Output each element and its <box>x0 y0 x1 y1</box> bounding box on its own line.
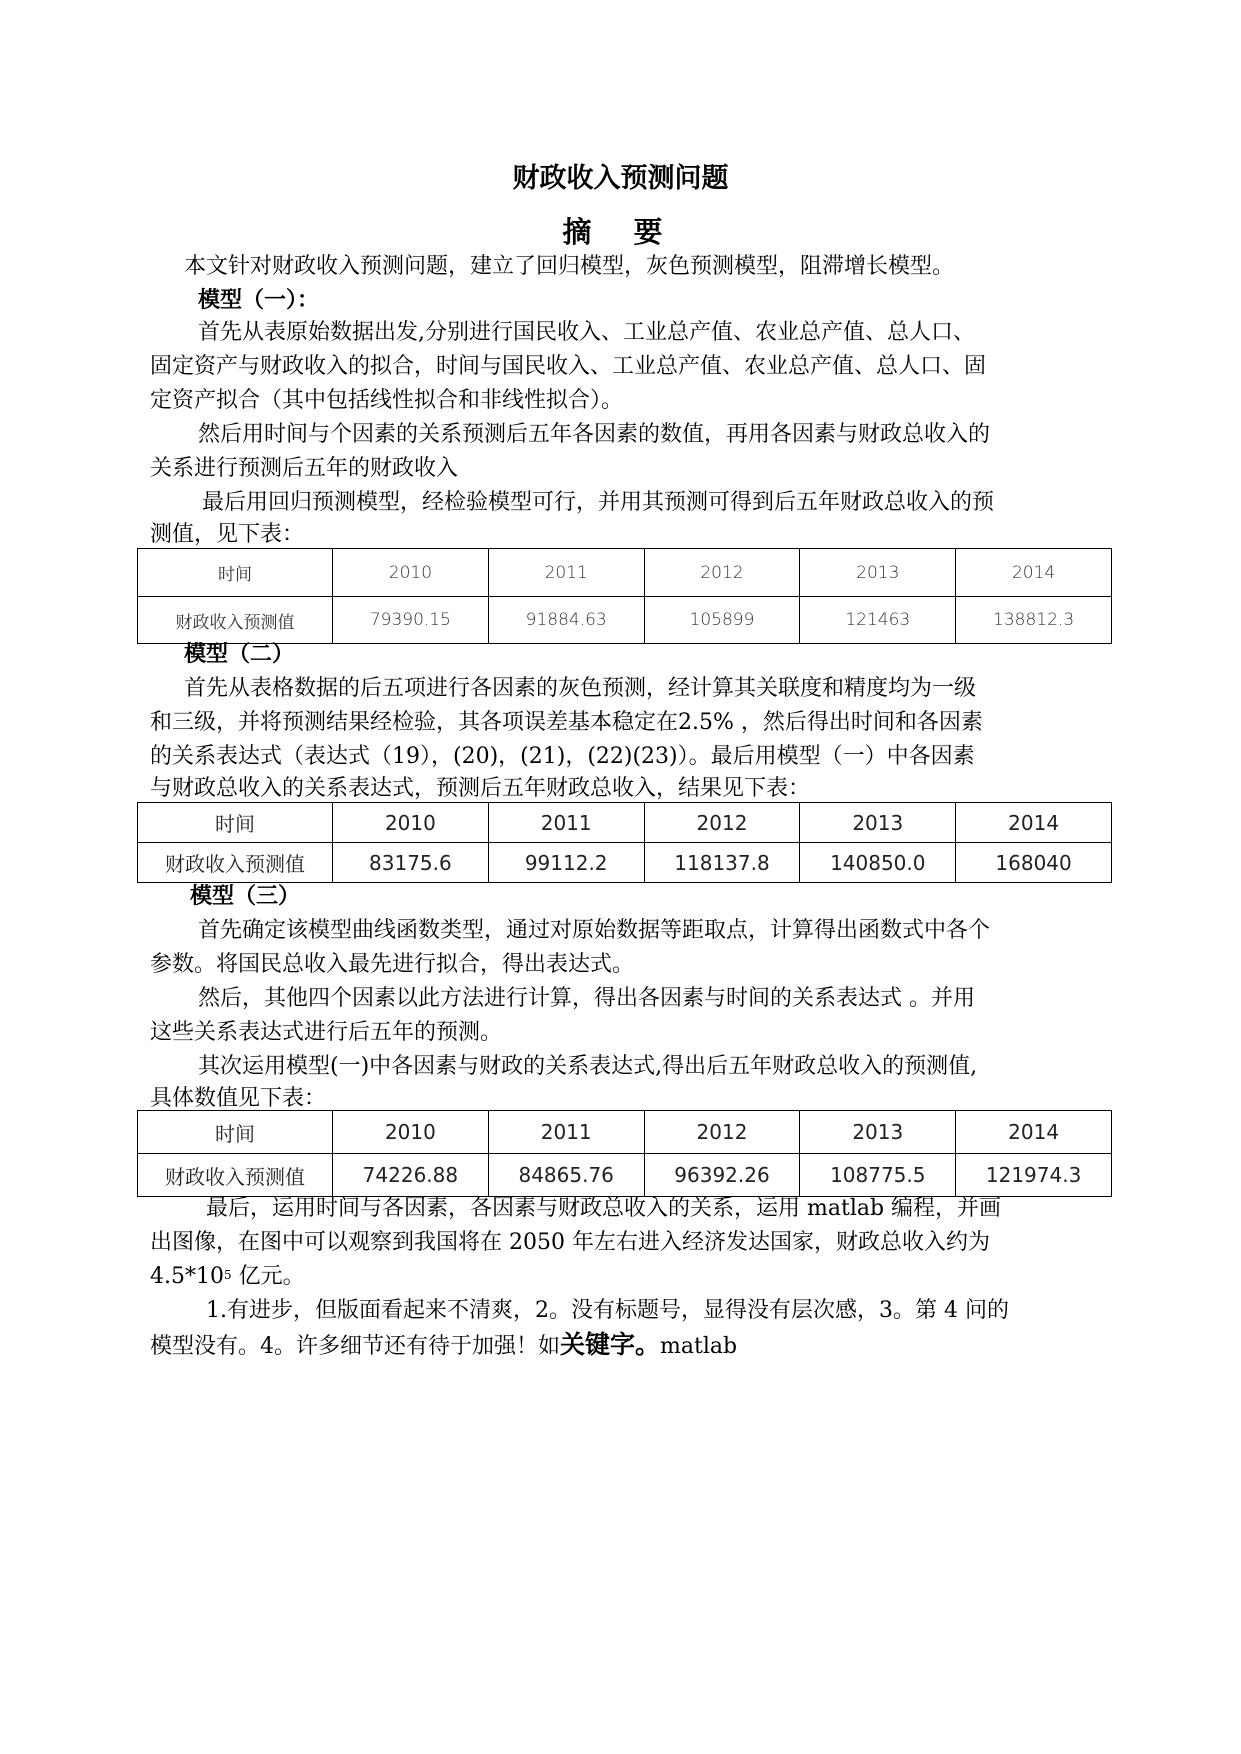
model2-line-4: 与财政总收入的关系表达式，预测后五年财政总收入，结果见下表： <box>150 776 811 801</box>
formula-unit: 亿元。 <box>231 1264 305 1289</box>
table-cell: 84865.76 <box>488 1154 644 1197</box>
comment-line-1: 1.有进步，但版面看起来不清爽，2。没有标题号，显得没有层次感，3。第 4 问的 <box>206 1298 1009 1323</box>
table-cell: 2012 <box>644 549 800 597</box>
table-cell: 83175.6 <box>333 843 489 883</box>
model1-table <box>137 548 1112 644</box>
conclusion-line-3 <box>150 1262 1090 1292</box>
table-cell: 2011 <box>488 549 644 597</box>
table-cell: 2013 <box>800 803 956 843</box>
table-cell: 2010 <box>333 549 489 597</box>
table-cell: 168040 <box>956 843 1112 883</box>
model3-line-1: 首先确定该模型曲线函数类型，通过对原始数据等距取点，计算得出函数式中各个 <box>198 918 991 943</box>
table-cell: 79390.15 <box>333 597 489 644</box>
table-cell: 99112.2 <box>488 843 644 883</box>
table-cell: 2011 <box>488 803 644 843</box>
table-cell: 财政收入预测值 <box>138 1154 333 1197</box>
table-cell: 2014 <box>956 803 1112 843</box>
table-cell: 2014 <box>956 1111 1112 1154</box>
table-cell: 108775.5 <box>800 1154 956 1197</box>
model2-line-2: 和三级，并将预测结果经检验，其各项误差基本稳定在2.5% ，然后得出时间和各因素 <box>150 710 983 735</box>
table-cell: 财政收入预测值 <box>138 843 333 883</box>
conclusion-line-1: 最后，运用时间与各因素，各因素与财政总收入的关系，运用 matlab 编程，并画 <box>206 1196 1002 1221</box>
table-cell: 121974.3 <box>956 1154 1112 1197</box>
table-cell: 2012 <box>644 803 800 843</box>
formula-exponent: 5 <box>223 1268 232 1282</box>
model1-line-5: 关系进行预测后五年的财政收入 <box>150 456 459 481</box>
table-cell: 2013 <box>800 1111 956 1154</box>
table-cell: 138812.3 <box>956 597 1112 644</box>
model2-table <box>137 802 1112 883</box>
model1-line-2: 固定资产与财政收入的拟合，时间与国民收入、工业总产值、农业总产值、总人口、固 <box>150 354 987 379</box>
table-cell: 2013 <box>800 549 956 597</box>
table-row <box>138 843 1112 883</box>
table-cell: 91884.63 <box>488 597 644 644</box>
table-cell: 时间 <box>138 1111 333 1154</box>
comment-text: 模型没有。4。许多细节还有待于加强！如 <box>150 1334 560 1359</box>
model3-line-3: 然后，其他四个因素以此方法进行计算，得出各因素与时间的关系表达式 。并用 <box>198 986 975 1011</box>
model2-line-1: 首先从表格数据的后五项进行各因素的灰色预测，经计算其关联度和精度均为一级 <box>184 676 977 701</box>
conclusion-line-2: 出图像，在图中可以观察到我国将在 2050 年左右进入经济发达国家，财政总收入约为 <box>150 1230 990 1255</box>
table-header-row <box>138 549 1112 597</box>
table-header-row <box>138 803 1112 843</box>
table-cell: 时间 <box>138 803 333 843</box>
table-cell: 140850.0 <box>800 843 956 883</box>
intro-paragraph: 本文针对财政收入预测问题，建立了回归模型，灰色预测模型，阻滞增长模型。 <box>184 254 955 279</box>
model3-heading: 模型（三） <box>190 884 301 909</box>
keyword-emphasis: 关键字。 <box>560 1330 661 1359</box>
model1-line-6: 最后用回归预测模型，经检验模型可行，并用其预测可得到后五年财政总收入的预 <box>202 490 995 515</box>
comment-line-2 <box>150 1330 1090 1362</box>
formula-base: 4.5*10 <box>150 1264 224 1289</box>
page-title: 财政收入预测问题 <box>512 163 729 194</box>
model1-line-3: 定资产拟合（其中包括线性拟合和非线性拟合）。 <box>150 388 624 413</box>
table-cell: 时间 <box>138 549 333 597</box>
model2-line-3: 的关系表达式（表达式（19），(20)，(21)，(22)(23)）。最后用模型（一）中各因素 <box>150 744 975 769</box>
table-cell: 2012 <box>644 1111 800 1154</box>
model1-heading: 模型（一）： <box>198 288 320 313</box>
table-cell: 121463 <box>800 597 956 644</box>
model1-line-1: 首先从表原始数据出发,分别进行国民收入、工业总产值、农业总产值、总人口、 <box>198 320 975 345</box>
table-header-row <box>138 1111 1112 1154</box>
model1-line-7: 测值，见下表： <box>150 522 305 547</box>
model3-table <box>137 1110 1112 1197</box>
table-cell: 2014 <box>956 549 1112 597</box>
model1-line-4: 然后用时间与个因素的关系预测后五年各因素的数值，再用各因素与财政总收入的 <box>198 422 991 447</box>
model2-heading: 模型（二） <box>184 642 295 667</box>
model3-line-2: 参数。将国民总收入最先进行拟合，得出表达式。 <box>150 952 635 977</box>
table-cell: 2010 <box>333 1111 489 1154</box>
model3-line-5: 其次运用模型(一)中各因素与财政的关系表达式,得出后五年财政总收入的预测值, <box>198 1054 978 1079</box>
table-cell: 105899 <box>644 597 800 644</box>
model3-line-6: 具体数值见下表： <box>150 1086 327 1111</box>
abstract-heading: 摘 要 <box>562 215 679 249</box>
comment-suffix: matlab <box>660 1334 738 1359</box>
table-row <box>138 1154 1112 1197</box>
table-cell: 2011 <box>488 1111 644 1154</box>
table-row <box>138 597 1112 644</box>
model3-line-4: 这些关系表达式进行后五年的预测。 <box>150 1020 503 1045</box>
table-cell: 2010 <box>333 803 489 843</box>
table-cell: 118137.8 <box>644 843 800 883</box>
table-cell: 96392.26 <box>644 1154 800 1197</box>
table-cell: 财政收入预测值 <box>138 597 333 644</box>
table-cell: 74226.88 <box>333 1154 489 1197</box>
